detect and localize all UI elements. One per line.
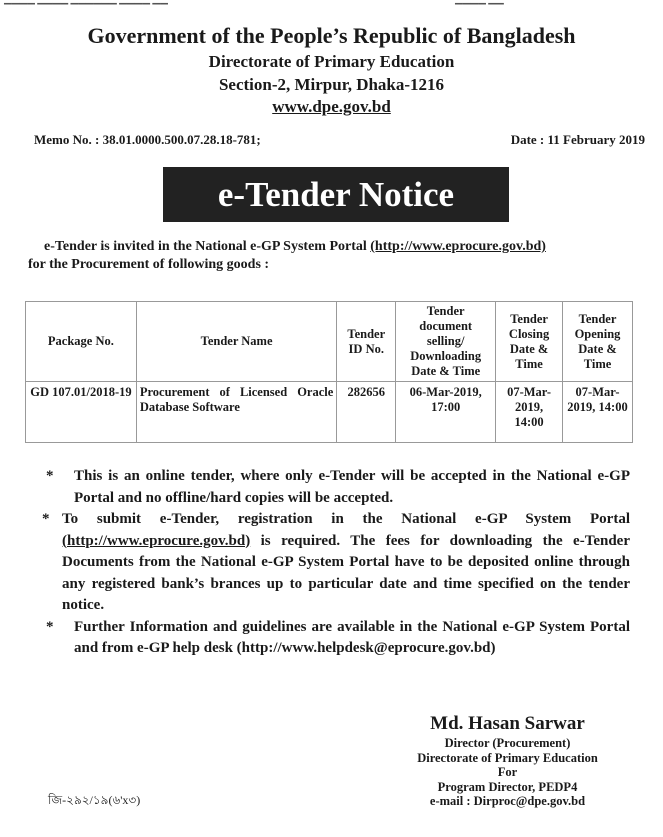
note-3-text: Further Information and guidelines are available in the National e-GP System Portal and from e-GP help desk (http://www.helpdesk@eprocure.gov.bd) — [74, 618, 630, 656]
header-tender-id: Tender ID No. — [337, 302, 396, 382]
notes-list — [40, 466, 630, 660]
cell-document-selling: 06-Mar-2019, 17:00 — [396, 382, 496, 443]
note-2-text — [62, 509, 630, 617]
intro-text: e-Tender is invited in the National e-GP System Portal — [44, 239, 371, 254]
cell-package-no: GD 107.01/2018-19 — [26, 382, 137, 443]
eprocure-link: (http://www.eprocure.gov.bd) — [370, 239, 546, 254]
note-2-prefix: To submit e-Tender, registration in the National e-GP System Portal — [62, 511, 630, 527]
cropped-text-right — [455, 0, 504, 3]
header-package-no: Package No. — [26, 302, 137, 382]
note-1-text: This is an online tender, where only e-Tender will be accepted in the National e-GP Portal and no offline/hard copies will be accepted. — [74, 468, 630, 506]
cropped-top-strip — [0, 0, 663, 10]
table-header-row — [26, 302, 633, 382]
signatory-name: Md. Hasan Sarwar — [430, 713, 585, 734]
organization-name: Government of the People’s Republic of Bangladesh — [87, 23, 576, 48]
signatory-program: Program Director, PEDP4 — [437, 779, 578, 794]
signatory-for: For — [497, 765, 518, 779]
directorate-name: Directorate of Primary Education — [208, 52, 455, 71]
letterhead — [0, 22, 663, 118]
notice-date: Date : 11 February 2019 — [510, 132, 645, 147]
signatory-directorate: Directorate of Primary Education — [417, 750, 598, 765]
address: Section-2, Mirpur, Dhaka-1216 — [218, 75, 445, 94]
notice-title: e-Tender Notice — [163, 167, 509, 222]
bullet-star: * — [46, 618, 54, 635]
memo-number: Memo No. : 38.01.0000.500.07.28.18-781; — [34, 132, 261, 147]
intro-paragraph — [28, 238, 658, 274]
bullet-star: * — [46, 468, 54, 484]
table-row — [26, 382, 633, 443]
intro-line-2: for the Procurement of following goods : — [28, 257, 270, 272]
website: www.dpe.gov.bd — [272, 97, 391, 116]
signature-block — [390, 712, 625, 809]
note-2-suffix: is required. The fees for downloading the e-Tender Documents from the National e-GP System Portal have to be deposited online through any registered bank’s brances up to particular date and time specified on the tender notice. — [62, 532, 630, 613]
note-item — [40, 466, 630, 509]
header-document-selling: Tender document selling/ Downloading Date & Time — [396, 302, 496, 382]
tender-table — [25, 301, 633, 443]
eprocure-link: (http://www.eprocure.gov.bd) — [62, 532, 251, 549]
cell-tender-name: Procurement of Licensed Oracle Database Software — [136, 382, 336, 443]
note-item — [40, 617, 630, 660]
note-item — [40, 509, 630, 617]
cell-closing: 07-Mar-2019, 14:00 — [496, 382, 563, 443]
signatory-designation: Director (Procurement) — [444, 736, 571, 750]
signatory-email: e-mail : Dirproc@dpe.gov.bd — [429, 794, 586, 808]
cell-tender-id: 282656 — [337, 382, 396, 443]
intro-line-1 — [28, 238, 658, 256]
header-closing: Tender Closing Date & Time — [496, 302, 563, 382]
header-tender-name: Tender Name — [136, 302, 336, 382]
cropped-text-left — [4, 0, 168, 3]
header-opening: Tender Opening Date & Time — [563, 302, 633, 382]
print-reference: জি-২৯২/১৯(৬'x৩) — [48, 793, 141, 807]
cell-opening: 07-Mar-2019, 14:00 — [563, 382, 633, 443]
bullet-star: * — [42, 511, 50, 527]
